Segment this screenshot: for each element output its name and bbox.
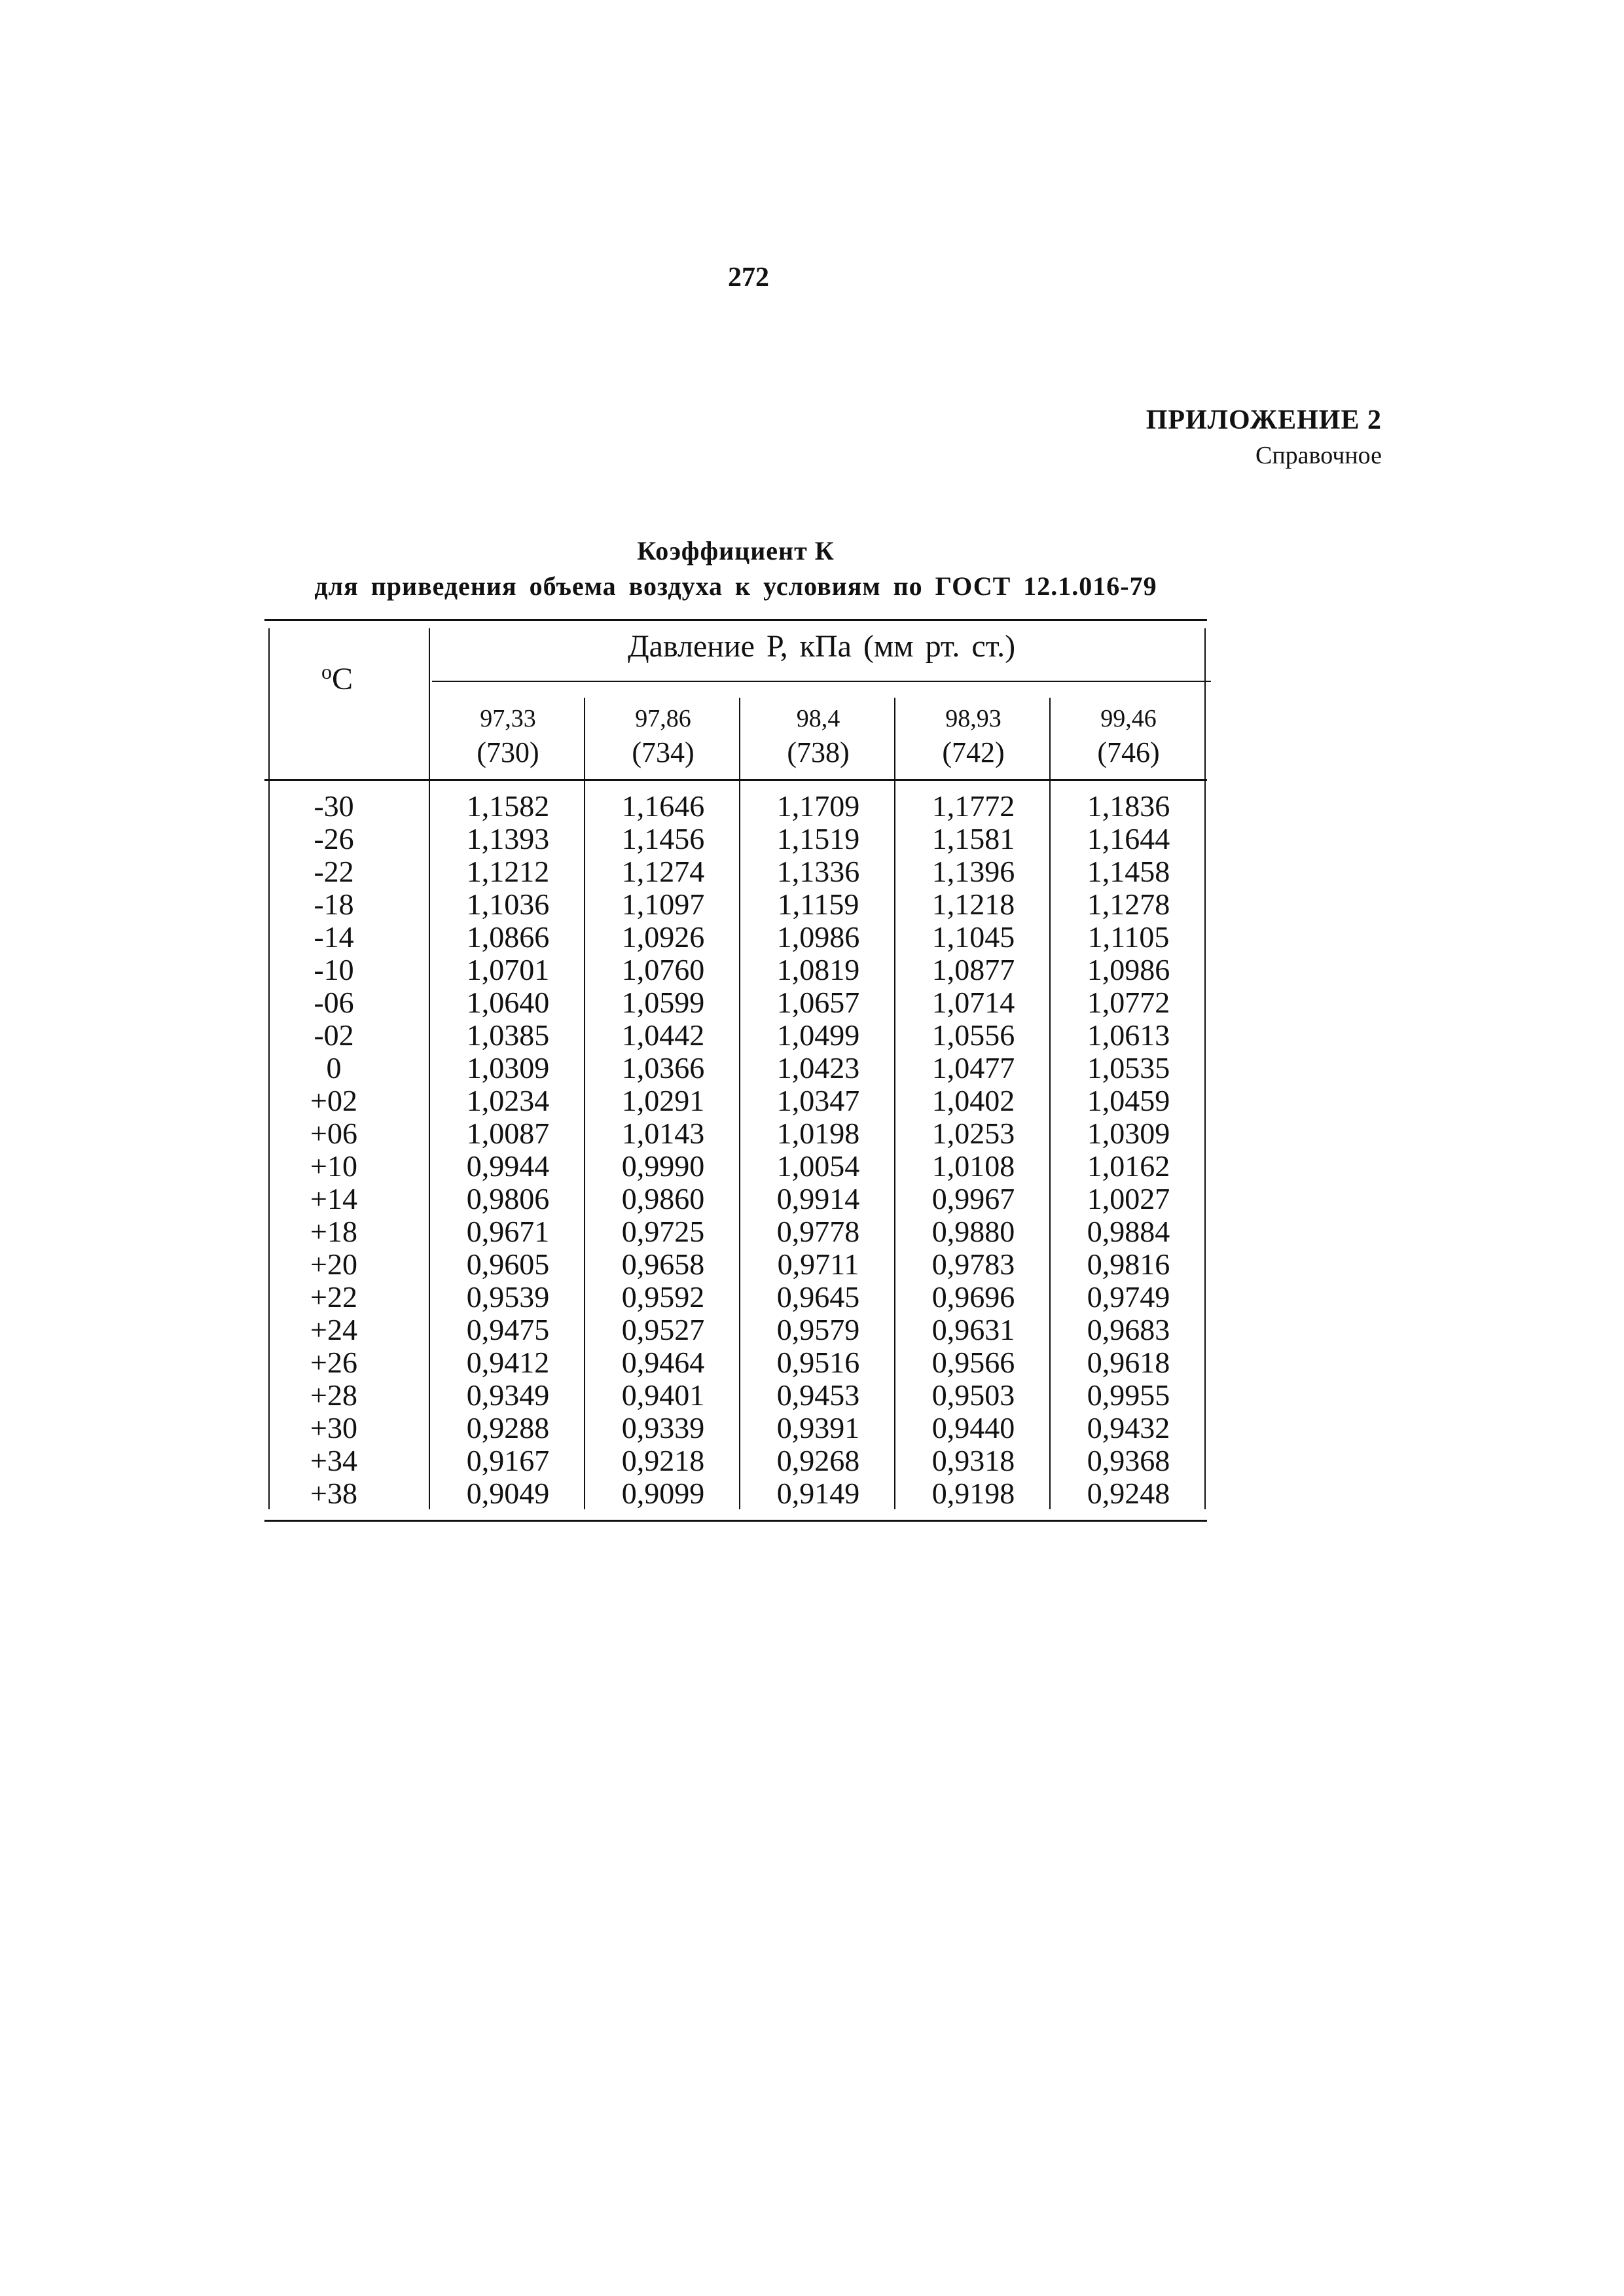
coefficient-cell: 1,0556 bbox=[931, 1018, 1015, 1052]
coefficient-cell: 1,1456 bbox=[621, 822, 705, 855]
coefficient-cell: 1,0760 bbox=[621, 953, 705, 986]
column-header bbox=[586, 703, 740, 771]
temperature-cell: 0 bbox=[326, 1051, 342, 1085]
column-header-mmhg: (746) bbox=[1097, 736, 1160, 768]
coefficient-cell: 1,1097 bbox=[621, 888, 705, 921]
coefficient-cell: 1,0877 bbox=[931, 953, 1015, 986]
value-column bbox=[1051, 790, 1206, 1510]
header-bottom-rule bbox=[264, 779, 1207, 781]
temperature-cell: -06 bbox=[314, 986, 354, 1019]
temperature-cell: +26 bbox=[310, 1346, 357, 1379]
coefficient-cell: 1,0253 bbox=[931, 1117, 1015, 1150]
coefficient-cell: 0,9318 bbox=[931, 1444, 1015, 1477]
coefficient-cell: 1,1045 bbox=[931, 920, 1015, 954]
column-header bbox=[896, 703, 1051, 771]
temperature-cell: +22 bbox=[310, 1280, 357, 1314]
coefficient-cell: 1,0459 bbox=[1087, 1084, 1170, 1117]
table-title-line2: для приведения объема воздуха к условиям по ГОСТ 12.1.016-79 bbox=[314, 571, 1157, 601]
temperature-column bbox=[275, 790, 393, 1510]
value-column bbox=[896, 790, 1051, 1510]
coefficient-cell: 0,9464 bbox=[621, 1346, 705, 1379]
coefficient-cell: 1,1274 bbox=[621, 855, 705, 888]
pressure-header-rule bbox=[432, 681, 1211, 682]
coefficient-cell: 1,1212 bbox=[466, 855, 550, 888]
coefficient-cell: 1,0442 bbox=[621, 1018, 705, 1052]
coefficient-cell: 1,0714 bbox=[931, 986, 1015, 1019]
table-top-rule bbox=[264, 619, 1207, 621]
coefficient-cell: 1,1519 bbox=[776, 822, 860, 855]
coefficient-cell: 1,1218 bbox=[931, 888, 1015, 921]
temperature-cell: +02 bbox=[310, 1084, 357, 1117]
temperature-cell: +38 bbox=[310, 1477, 357, 1510]
coefficient-cell: 1,0143 bbox=[621, 1117, 705, 1150]
coefficient-cell: 0,9218 bbox=[621, 1444, 705, 1477]
coefficient-cell: 0,9516 bbox=[776, 1346, 860, 1379]
coefficient-cell: 1,1709 bbox=[776, 789, 860, 823]
temperature-cell: -18 bbox=[314, 888, 354, 921]
coefficient-cell: 0,9778 bbox=[776, 1215, 860, 1248]
coefficient-cell: 1,0309 bbox=[466, 1051, 550, 1085]
coefficient-cell: 0,9248 bbox=[1087, 1477, 1170, 1510]
temperature-cell: +28 bbox=[310, 1378, 357, 1412]
temperature-cell: +24 bbox=[310, 1313, 357, 1346]
coefficient-cell: 1,0819 bbox=[776, 953, 860, 986]
column-header-mmhg: (734) bbox=[632, 736, 695, 768]
coefficient-cell: 0,9503 bbox=[931, 1378, 1015, 1412]
coefficient-cell: 0,9955 bbox=[1087, 1378, 1170, 1412]
coefficient-cell: 1,0234 bbox=[466, 1084, 550, 1117]
coefficient-cell: 1,0701 bbox=[466, 953, 550, 986]
temperature-cell: +18 bbox=[310, 1215, 357, 1248]
coefficient-cell: 0,9783 bbox=[931, 1247, 1015, 1281]
coefficient-cell: 1,1159 bbox=[777, 888, 859, 921]
coefficient-cell: 0,9198 bbox=[931, 1477, 1015, 1510]
table-title-line1: Коэффициент К bbox=[637, 536, 835, 565]
coefficient-cell: 1,0866 bbox=[466, 920, 550, 954]
temperature-unit: C bbox=[331, 662, 353, 696]
temperature-cell: -26 bbox=[314, 822, 354, 855]
temperature-cell: +06 bbox=[310, 1117, 357, 1150]
coefficient-cell: 0,9475 bbox=[466, 1313, 550, 1346]
column-header-mmhg: (730) bbox=[477, 736, 539, 768]
coefficient-cell: 1,0385 bbox=[466, 1018, 550, 1052]
coefficient-cell: 1,0402 bbox=[931, 1084, 1015, 1117]
coefficient-cell: 0,9339 bbox=[621, 1411, 705, 1444]
value-column bbox=[741, 790, 895, 1510]
coefficient-cell: 0,9658 bbox=[621, 1247, 705, 1281]
coefficient-cell: 1,0477 bbox=[931, 1051, 1015, 1085]
coefficient-cell: 0,9440 bbox=[931, 1411, 1015, 1444]
coefficient-cell: 0,9412 bbox=[466, 1346, 550, 1379]
coefficient-cell: 0,9539 bbox=[466, 1280, 550, 1314]
coefficient-cell: 1,1396 bbox=[931, 855, 1015, 888]
coefficient-cell: 0,9432 bbox=[1087, 1411, 1170, 1444]
temperature-cell: +30 bbox=[310, 1411, 357, 1444]
coefficient-cell: 1,0366 bbox=[621, 1051, 705, 1085]
coefficient-cell: 0,9592 bbox=[621, 1280, 705, 1314]
temperature-header bbox=[288, 660, 386, 697]
page-number: 272 bbox=[728, 262, 769, 293]
coefficient-cell: 1,0423 bbox=[776, 1051, 860, 1085]
temperature-column-divider bbox=[429, 628, 430, 1509]
column-header-mmhg: (742) bbox=[942, 736, 1005, 768]
coefficient-cell: 1,0347 bbox=[776, 1084, 860, 1117]
coefficient-cell: 1,1105 bbox=[1087, 920, 1170, 954]
coefficient-cell: 1,0054 bbox=[776, 1149, 860, 1183]
coefficient-cell: 0,9884 bbox=[1087, 1215, 1170, 1248]
coefficient-cell: 0,9749 bbox=[1087, 1280, 1170, 1314]
coefficient-cell: 1,0291 bbox=[621, 1084, 705, 1117]
coefficient-cell: 0,9391 bbox=[776, 1411, 860, 1444]
coefficient-cell: 0,9527 bbox=[621, 1313, 705, 1346]
table-bottom-rule bbox=[264, 1520, 1207, 1522]
temperature-cell: +10 bbox=[310, 1149, 357, 1183]
coefficient-cell: 1,1393 bbox=[466, 822, 550, 855]
coefficient-cell: 0,9579 bbox=[776, 1313, 860, 1346]
coefficient-cell: 0,9683 bbox=[1087, 1313, 1170, 1346]
temperature-cell: -10 bbox=[314, 953, 354, 986]
temperature-cell: +34 bbox=[310, 1444, 357, 1477]
temperature-cell: -30 bbox=[314, 789, 354, 823]
appendix-heading bbox=[1146, 403, 1382, 473]
temperature-cell: -02 bbox=[314, 1018, 354, 1052]
coefficient-cell: 0,9167 bbox=[466, 1444, 550, 1477]
coefficient-cell: 1,1644 bbox=[1087, 822, 1170, 855]
coefficient-cell: 0,9696 bbox=[931, 1280, 1015, 1314]
temperature-cell: +14 bbox=[310, 1182, 357, 1215]
column-header-kpa: 99,46 bbox=[1100, 705, 1157, 732]
coefficient-cell: 1,0599 bbox=[621, 986, 705, 1019]
coefficient-cell: 1,1646 bbox=[621, 789, 705, 823]
pressure-header: Давление Р, кПа (мм рт. ст.) bbox=[627, 629, 1016, 664]
column-header bbox=[431, 703, 585, 771]
coefficient-cell: 1,0027 bbox=[1087, 1182, 1170, 1215]
coefficient-cell: 1,0657 bbox=[776, 986, 860, 1019]
coefficient-cell: 1,0499 bbox=[776, 1018, 860, 1052]
coefficient-cell: 0,9401 bbox=[621, 1378, 705, 1412]
coefficient-cell: 0,9967 bbox=[931, 1182, 1015, 1215]
coefficient-cell: 0,9990 bbox=[621, 1149, 705, 1183]
temperature-cell: -14 bbox=[314, 920, 354, 954]
column-header-kpa: 97,86 bbox=[635, 705, 691, 732]
value-column bbox=[586, 790, 740, 1510]
coefficient-cell: 0,9816 bbox=[1087, 1247, 1170, 1281]
coefficient-cell: 0,9944 bbox=[466, 1149, 550, 1183]
coefficient-cell: 0,9725 bbox=[621, 1215, 705, 1248]
column-header-kpa: 97,33 bbox=[480, 705, 536, 732]
coefficient-cell: 0,9349 bbox=[466, 1378, 550, 1412]
coefficient-cell: 0,9566 bbox=[931, 1346, 1015, 1379]
coefficient-cell: 1,0309 bbox=[1087, 1117, 1170, 1150]
coefficient-cell: 1,0640 bbox=[466, 986, 550, 1019]
coefficient-cell: 0,9880 bbox=[931, 1215, 1015, 1248]
appendix-title: ПРИЛОЖЕНИЕ 2 bbox=[1146, 405, 1382, 435]
coefficient-cell: 1,0986 bbox=[1087, 953, 1170, 986]
coefficient-cell: 0,9605 bbox=[466, 1247, 550, 1281]
value-column bbox=[431, 790, 585, 1510]
coefficient-cell: 0,9860 bbox=[621, 1182, 705, 1215]
coefficient-cell: 0,9671 bbox=[466, 1215, 550, 1248]
column-header bbox=[741, 703, 895, 771]
coefficient-cell: 0,9711 bbox=[777, 1247, 859, 1281]
coefficient-cell: 0,9914 bbox=[776, 1182, 860, 1215]
coefficient-cell: 0,9368 bbox=[1087, 1444, 1170, 1477]
table-left-border bbox=[268, 628, 270, 1509]
table-title bbox=[264, 533, 1207, 604]
coefficient-cell: 1,1458 bbox=[1087, 855, 1170, 888]
coefficient-cell: 0,9049 bbox=[466, 1477, 550, 1510]
coefficient-cell: 1,0926 bbox=[621, 920, 705, 954]
coefficient-cell: 0,9453 bbox=[776, 1378, 860, 1412]
coefficient-cell: 1,0087 bbox=[466, 1117, 550, 1150]
coefficient-cell: 1,0613 bbox=[1087, 1018, 1170, 1052]
coefficient-cell: 0,9631 bbox=[931, 1313, 1015, 1346]
coefficient-cell: 1,1278 bbox=[1087, 888, 1170, 921]
temperature-cell: -22 bbox=[314, 855, 354, 888]
coefficient-cell: 0,9618 bbox=[1087, 1346, 1170, 1379]
coefficient-cell: 1,0986 bbox=[776, 920, 860, 954]
appendix-subtitle: Справочное bbox=[1255, 442, 1382, 469]
coefficient-cell: 0,9099 bbox=[621, 1477, 705, 1510]
column-header-mmhg: (738) bbox=[787, 736, 850, 768]
coefficient-cell: 1,1836 bbox=[1087, 789, 1170, 823]
coefficient-cell: 1,0772 bbox=[1087, 986, 1170, 1019]
column-header-kpa: 98,4 bbox=[796, 705, 840, 732]
coefficient-cell: 0,9149 bbox=[776, 1477, 860, 1510]
coefficient-cell: 1,0108 bbox=[931, 1149, 1015, 1183]
coefficient-cell: 1,1036 bbox=[466, 888, 550, 921]
coefficient-cell: 1,1772 bbox=[931, 789, 1015, 823]
coefficient-cell: 0,9645 bbox=[776, 1280, 860, 1314]
degree-sign: o bbox=[321, 660, 332, 683]
coefficient-cell: 1,1581 bbox=[931, 822, 1015, 855]
coefficient-cell: 1,0198 bbox=[776, 1117, 860, 1150]
column-header-kpa: 98,93 bbox=[945, 705, 1001, 732]
column-header bbox=[1051, 703, 1206, 771]
coefficient-cell: 1,0162 bbox=[1087, 1149, 1170, 1183]
temperature-cell: +20 bbox=[310, 1247, 357, 1281]
coefficient-cell: 0,9288 bbox=[466, 1411, 550, 1444]
coefficient-cell: 1,1582 bbox=[466, 789, 550, 823]
coefficient-cell: 0,9806 bbox=[466, 1182, 550, 1215]
coefficient-cell: 0,9268 bbox=[776, 1444, 860, 1477]
coefficient-cell: 1,0535 bbox=[1087, 1051, 1170, 1085]
coefficient-cell: 1,1336 bbox=[776, 855, 860, 888]
